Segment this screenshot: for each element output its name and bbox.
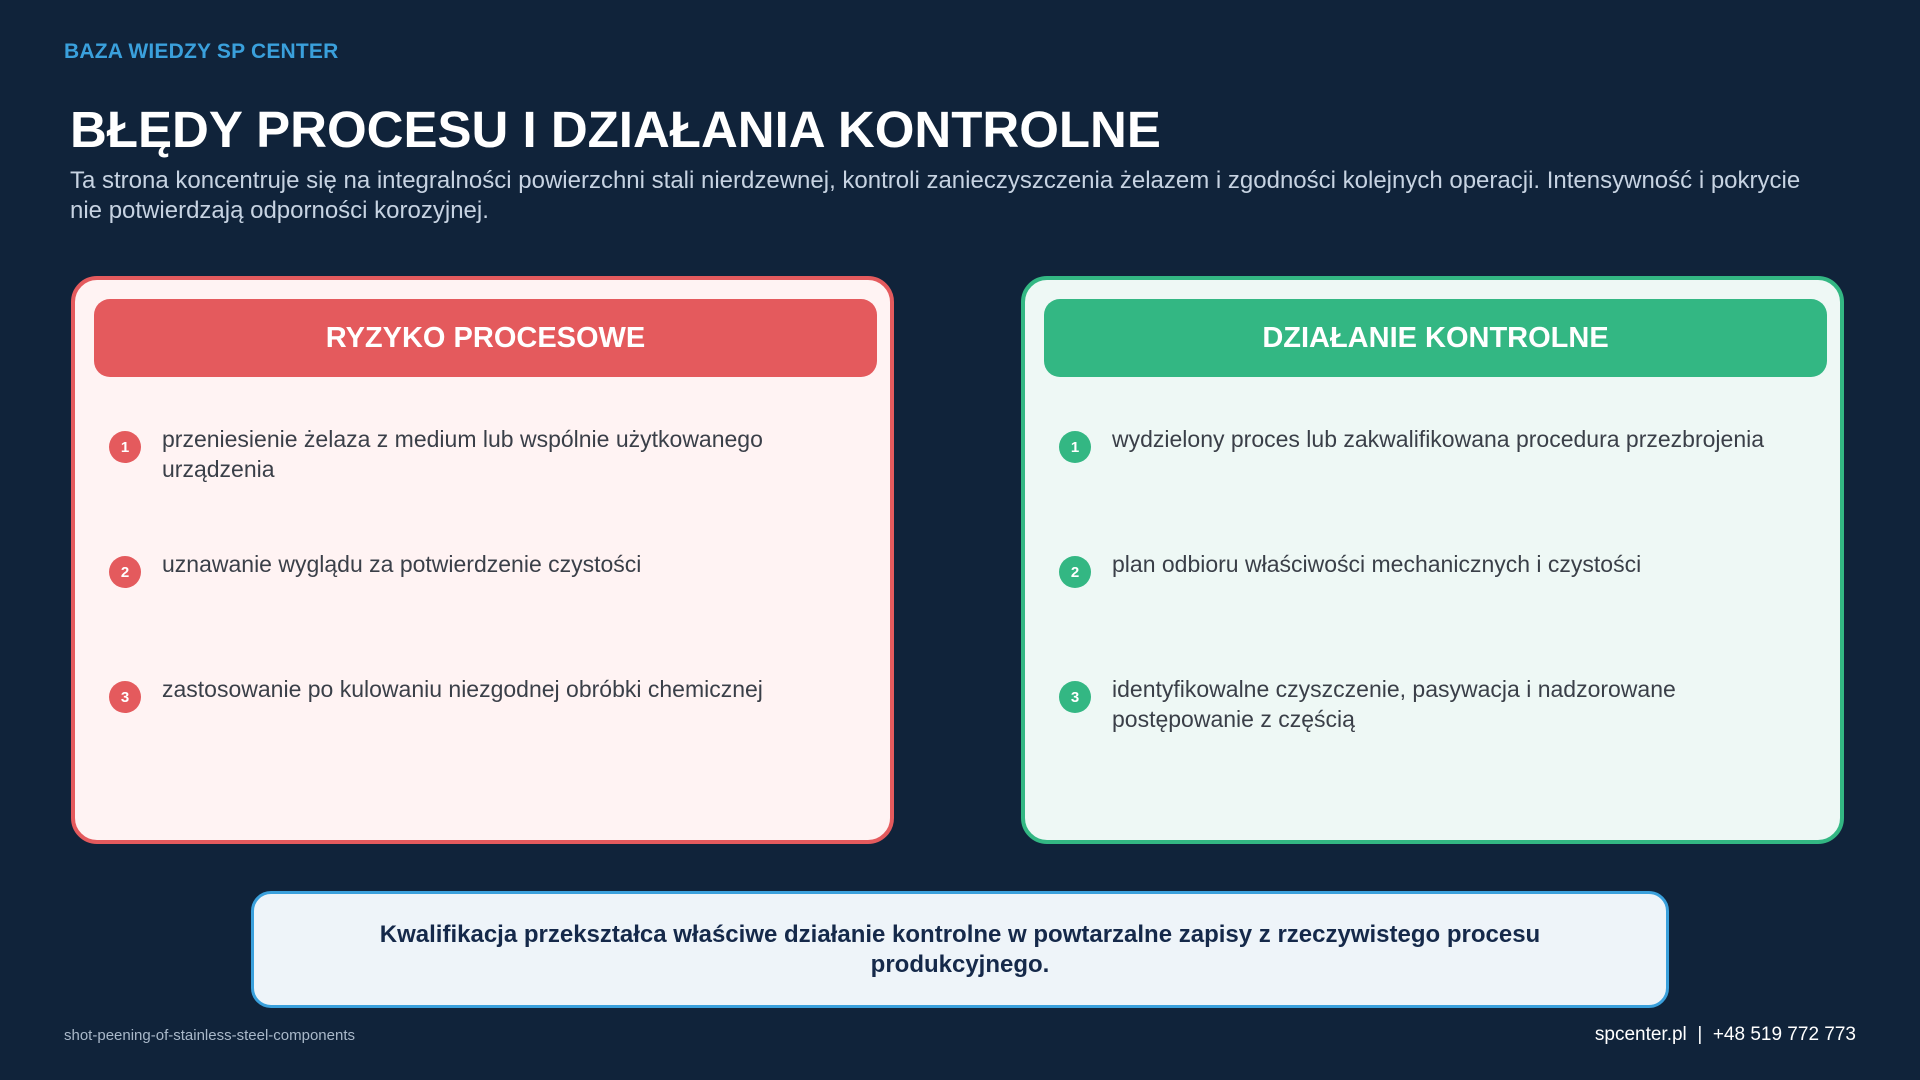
risk-item <box>109 549 860 659</box>
step-number-badge: 1 <box>1059 431 1091 463</box>
step-number-badge: 2 <box>109 556 141 588</box>
risk-item <box>109 674 860 784</box>
risk-item-text: zastosowanie po kulowaniu niezgodnej obróbki chemicznej <box>162 676 763 702</box>
summary-callout-text: Kwalifikacja przekształca właściwe działanie kontrolne w powtarzalne zapisy z rzeczywistego procesu produkcyjnego. <box>379 920 1541 978</box>
risk-item-text: uznawanie wyglądu za potwierdzenie czystości <box>162 551 642 577</box>
step-number-badge: 3 <box>109 681 141 713</box>
control-item-text: plan odbioru właściwości mechanicznych i czystości <box>1112 551 1642 577</box>
control-card-header: DZIAŁANIE KONTROLNE <box>1044 299 1827 377</box>
footer-contact: spcenter.pl | +48 519 772 773 <box>1594 1024 1856 1045</box>
risk-item <box>109 424 860 534</box>
page-title: BŁĘDY PROCESU I DZIAŁANIA KONTROLNE <box>70 101 1161 158</box>
control-item-text: wydzielony proces lub zakwalifikowana procedura przezbrojenia <box>1112 426 1765 452</box>
risk-card <box>71 276 894 844</box>
footer-slug: shot-peening-of-stainless-steel-components <box>64 1027 355 1044</box>
control-item <box>1059 674 1810 784</box>
step-number-badge: 1 <box>109 431 141 463</box>
control-card <box>1021 276 1844 844</box>
risk-card-header: RYZYKO PROCESOWE <box>94 299 877 377</box>
risk-item-text: przeniesienie żelaza z medium lub wspólnie użytkowanego urządzenia <box>162 426 763 482</box>
control-item <box>1059 424 1810 534</box>
summary-callout <box>251 891 1669 1008</box>
control-item-text: identyfikowalne czyszczenie, pasywacja i nadzorowane postępowanie z częścią <box>1112 676 1676 732</box>
control-item <box>1059 549 1810 659</box>
step-number-badge: 2 <box>1059 556 1091 588</box>
page-subtitle: Ta strona koncentruje się na integralności powierzchni stali nierdzewnej, kontroli zanieczyszczenia żelazem i zgodności kolejnych operacji. Intensywność i pokrycie nie potwierdzają odporności korozyjnej. <box>70 167 1801 224</box>
step-number-badge: 3 <box>1059 681 1091 713</box>
brand-label: BAZA WIEDZY SP CENTER <box>64 40 339 63</box>
